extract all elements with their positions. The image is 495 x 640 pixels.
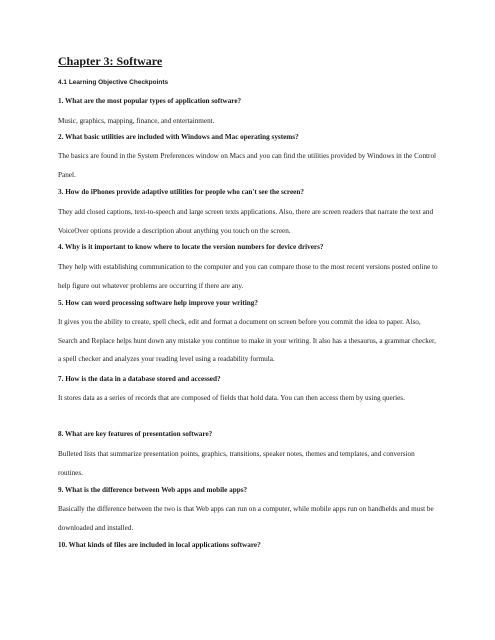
question-2: 2. What basic utilities are included with Windows and Mac operating systems? — [58, 133, 299, 141]
answer-1: Music, graphics, mapping, finance, and entertainment. — [58, 117, 215, 125]
answer-8: Bulleted lists that summarize presentation points, graphics, transitions, speaker notes, themes and templates, and conversion routines. — [58, 450, 415, 477]
question-9: 9. What is the difference between Web apps and mobile apps? — [58, 486, 248, 494]
answer-3: They add closed captions, text-to-speech and large screen texts applications. Also, there are screen readers that narrate the text and VoiceOver options provide a description about anything you touch on the screen. — [58, 208, 434, 235]
question-10: 10. What kinds of files are included in local applications software? — [58, 541, 261, 549]
chapter-title: Chapter 3: Software — [58, 54, 163, 68]
question-5: 5. How can word processing software help improve your writing? — [58, 299, 258, 307]
question-3: 3. How do iPhones provide adaptive utilities for people who can't see the screen? — [58, 188, 304, 196]
question-8: 8. What are key features of presentation software? — [58, 430, 213, 438]
answer-2: The basics are found in the System Preferences window on Macs and you can find the utilities provided by Windows in the Control Panel. — [58, 152, 437, 179]
question-1: 1. What are the most popular types of application software? — [58, 97, 242, 105]
document-page — [58, 0, 438, 640]
question-4: 4. Why is it important to know where to locate the version numbers for device drivers? — [58, 243, 324, 251]
answer-7: It stores data as a series of records that are composed of fields that hold data. You can then access them by using queries. — [58, 394, 405, 402]
section-heading: 4.1 Learning Objective Checkpoints — [58, 79, 169, 86]
answer-5: It gives you the ability to create, spell check, edit and format a document on screen before you commit the idea to paper. Also, Search and Replace helps hunt down any mistake you continue to make in your writing. It also has a thesaurus, a grammar checker, a spell checker and analyzes your reading level using a readability formula. — [58, 318, 436, 363]
answer-4: They help with establishing communication to the computer and you can compare those to the most recent versions posted online to help figure out whatever problems are occurring if there are any. — [58, 263, 438, 290]
question-7: 7. How is the data in a database stored and accessed? — [58, 375, 221, 383]
answer-9: Basically the difference between the two is that Web apps can run on a computer, while mobile apps run on handhelds and must be downloaded and installed. — [58, 505, 434, 532]
